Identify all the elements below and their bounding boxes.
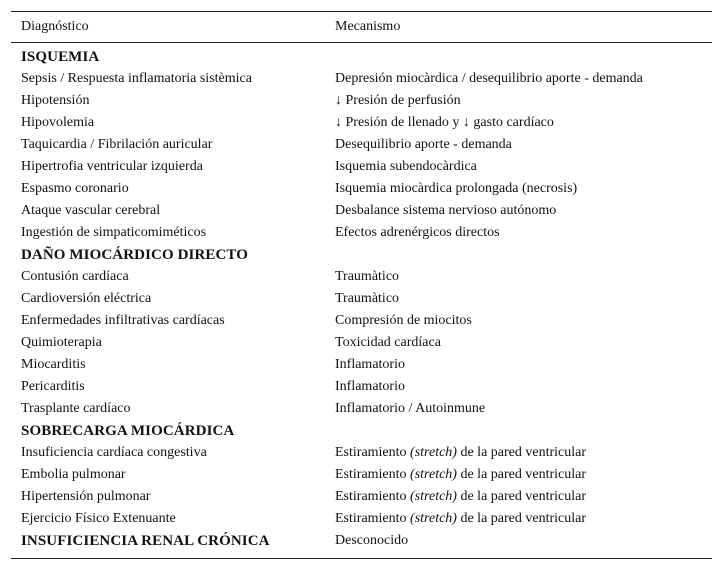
diagnosis-cell: Hipovolemia bbox=[21, 115, 95, 130]
table-row bbox=[11, 112, 712, 134]
header-rule bbox=[11, 42, 712, 43]
diagnosis-cell: Hipertensión pulmonar bbox=[21, 489, 151, 504]
bottom-rule bbox=[11, 558, 712, 559]
table-row bbox=[11, 134, 712, 156]
mechanism-cell bbox=[335, 511, 586, 527]
table-row bbox=[11, 200, 712, 222]
mechanism-cell: Isquemia subendocàrdica bbox=[335, 159, 477, 174]
section-title: ISQUEMIA bbox=[21, 48, 100, 65]
table-row bbox=[11, 266, 712, 288]
mechanism-italic: (stretch) bbox=[410, 489, 457, 504]
mechanism-text: Estiramiento bbox=[335, 445, 411, 460]
diagnosis-cell: Quimioterapia bbox=[21, 335, 102, 350]
table-row bbox=[11, 376, 712, 398]
diagnosis-cell: Contusión cardíaca bbox=[21, 269, 129, 284]
mechanism-italic: (stretch) bbox=[410, 445, 457, 460]
diagnosis-cell: Cardioversión eléctrica bbox=[21, 291, 152, 306]
table-row bbox=[11, 332, 712, 354]
mechanism-cell: Traumàtico bbox=[335, 269, 400, 284]
mechanism-cell: Inflamatorio bbox=[335, 357, 405, 372]
mechanism-cell: ↓ Presión de perfusión bbox=[335, 93, 461, 108]
section-title: SOBRECARGA MIOCÁRDICA bbox=[21, 422, 235, 439]
table-row bbox=[11, 310, 712, 332]
diagnosis-cell: Hipotensión bbox=[21, 93, 90, 108]
diagnosis-cell: Pericarditis bbox=[21, 379, 85, 394]
diagnosis-table bbox=[11, 11, 712, 559]
table-row bbox=[11, 90, 712, 112]
diagnosis-cell: Trasplante cardíaco bbox=[21, 401, 131, 416]
table-row bbox=[11, 178, 712, 200]
mechanism-cell: Desbalance sistema nervioso autónomo bbox=[335, 203, 557, 218]
mechanism-cell: Desequilibrio aporte - demanda bbox=[335, 137, 512, 152]
section-mechanism: Desconocido bbox=[335, 533, 409, 548]
mechanism-cell: Compresión de miocitos bbox=[335, 313, 472, 328]
diagnosis-cell: Sepsis / Respuesta inflamatoria sistèmica bbox=[21, 71, 252, 86]
table-row bbox=[11, 508, 712, 530]
section-row bbox=[11, 244, 712, 266]
section-title: INSUFICIENCIA RENAL CRÓNICA bbox=[21, 532, 270, 549]
mechanism-cell bbox=[335, 467, 586, 483]
mechanism-text: de la pared ventricular bbox=[456, 489, 587, 504]
section-row bbox=[11, 46, 712, 68]
diagnosis-cell: Enfermedades infiltrativas cardíacas bbox=[21, 313, 225, 328]
mechanism-cell: Efectos adrenérgicos directos bbox=[335, 225, 500, 240]
mechanism-italic: (stretch) bbox=[410, 467, 457, 482]
mechanism-cell: Inflamatorio bbox=[335, 379, 405, 394]
header-mecanismo: Mecanismo bbox=[335, 19, 401, 34]
mechanism-cell: Toxicidad cardíaca bbox=[335, 335, 441, 350]
mechanism-cell bbox=[335, 489, 586, 505]
table-row bbox=[11, 68, 712, 90]
diagnosis-cell: Ejercicio Físico Extenuante bbox=[21, 511, 176, 526]
table-row bbox=[11, 486, 712, 508]
mechanism-cell bbox=[335, 445, 586, 461]
table-row bbox=[11, 398, 712, 420]
mechanism-text: de la pared ventricular bbox=[456, 467, 587, 482]
mechanism-cell: ↓ Presión de llenado y ↓ gasto cardíaco bbox=[335, 115, 554, 130]
mechanism-text: Estiramiento bbox=[335, 489, 411, 504]
table-row bbox=[11, 222, 712, 244]
mechanism-text: de la pared ventricular bbox=[456, 445, 587, 460]
section-row bbox=[11, 530, 712, 552]
table-row bbox=[11, 354, 712, 376]
table-row bbox=[11, 156, 712, 178]
section-title: DAÑO MIOCÁRDICO DIRECTO bbox=[21, 246, 249, 263]
section-row bbox=[11, 420, 712, 442]
table-row bbox=[11, 288, 712, 310]
mechanism-text: Estiramiento bbox=[335, 511, 411, 526]
diagnosis-cell: Miocarditis bbox=[21, 357, 86, 372]
table-row bbox=[11, 442, 712, 464]
diagnosis-cell: Espasmo coronario bbox=[21, 181, 129, 196]
mechanism-cell: Depresión miocàrdica / desequilibrio aporte - demanda bbox=[335, 71, 643, 86]
table-header bbox=[11, 12, 712, 42]
diagnosis-cell: Hipertrofia ventricular izquierda bbox=[21, 159, 203, 174]
mechanism-text: de la pared ventricular bbox=[456, 511, 587, 526]
diagnosis-cell: Ataque vascular cerebral bbox=[21, 203, 161, 218]
diagnosis-cell: Ingestión de simpaticomiméticos bbox=[21, 225, 207, 240]
table-body bbox=[11, 46, 712, 552]
header-diagnostico: Diagnóstico bbox=[21, 19, 89, 34]
mechanism-italic: (stretch) bbox=[410, 511, 457, 526]
mechanism-cell: Isquemia miocàrdica prolongada (necrosis) bbox=[335, 181, 578, 196]
diagnosis-cell: Insuficiencia cardíaca congestiva bbox=[21, 445, 207, 460]
table-row bbox=[11, 464, 712, 486]
mechanism-text: Estiramiento bbox=[335, 467, 411, 482]
mechanism-cell: Inflamatorio / Autoinmune bbox=[335, 401, 486, 416]
diagnosis-cell: Embolia pulmonar bbox=[21, 467, 126, 482]
diagnosis-cell: Taquicardia / Fibrilación auricular bbox=[21, 137, 213, 152]
mechanism-cell: Traumàtico bbox=[335, 291, 400, 306]
